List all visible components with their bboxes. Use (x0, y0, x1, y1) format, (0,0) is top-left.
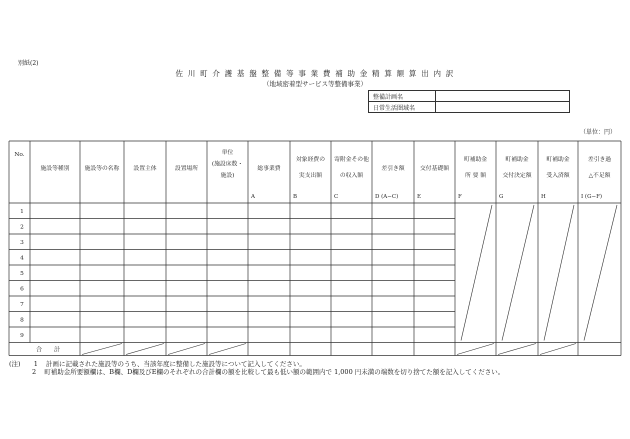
column-header: 町補助金 (546, 157, 570, 163)
plan-name-label: 整備計画名 (369, 91, 436, 102)
column-header: 町補助金 (463, 157, 488, 163)
table-body (20, 209, 60, 354)
column-letter: H (541, 194, 546, 200)
column-header: 受入済額 (546, 173, 570, 179)
diagonal-strike (502, 205, 534, 341)
column-header: 施設等種別 (40, 166, 70, 172)
row-number: 9 (20, 332, 24, 339)
column-header: 町補助金 (505, 157, 529, 163)
note-item (9, 368, 504, 376)
note-number: 2 (32, 368, 37, 376)
diagonal-strike (82, 344, 122, 355)
column-header: 差引き額 (381, 166, 405, 172)
column-header: (施設床数・ (211, 161, 244, 168)
column-header: の収入額 (339, 173, 364, 179)
row-number: 4 (20, 255, 24, 262)
row-number: 6 (20, 286, 24, 293)
row-number: 5 (20, 270, 24, 277)
column-header: 寄附金その他 (334, 157, 369, 163)
column-header: 施設) (220, 173, 235, 179)
area-name-label: 日常生活圏域名 (369, 102, 436, 113)
diagonal-strike (498, 344, 536, 355)
document-subtitle: （地域密着型サービス等整備事業） (263, 80, 367, 88)
diagonal-strike (584, 205, 617, 341)
note-prefix: (注) (9, 360, 21, 368)
column-letter: I (G−F) (581, 194, 603, 200)
unit-note: （単位：円） (579, 129, 616, 136)
column-letter: G (499, 194, 504, 200)
row-number: 1 (20, 208, 24, 215)
column-header: 所 要 額 (464, 173, 487, 179)
diagonal-strike (544, 205, 574, 341)
diagonal-strikes (82, 205, 617, 355)
column-header: 設置場所 (174, 166, 199, 172)
diagonal-strike (209, 344, 246, 355)
column-letter: C (334, 194, 339, 200)
table-header (14, 148, 611, 200)
row-number: 2 (20, 224, 24, 231)
document-title: 佐 川 町 介 護 基 盤 整 備 等 事 業 費 補 助 金 精 算 額 算 出 内 訳 (175, 69, 455, 78)
column-letter: E (417, 194, 422, 200)
row-number: 8 (20, 317, 24, 324)
column-letter: F (458, 194, 462, 200)
column-header: 実支出額 (298, 173, 323, 179)
column-header: 交付決定額 (502, 173, 532, 179)
column-letter: D (A−C) (375, 194, 399, 200)
row-number: 3 (20, 239, 24, 246)
note-item (9, 360, 504, 368)
column-header: 設置主体 (133, 166, 157, 172)
column-header: No. (14, 152, 25, 158)
column-header: 差引き過 (587, 157, 612, 163)
column-header: 総事業費 (257, 166, 281, 172)
notes (9, 360, 504, 376)
column-header: 交付基礎額 (420, 166, 449, 172)
diagonal-strike (540, 344, 576, 355)
diagonal-strike (461, 205, 492, 341)
note-number: 1 (33, 360, 38, 368)
total-label: 合 計 (35, 346, 61, 354)
note-text: 計画に記載された施設等のうち、当該年度に整備した施設等について記入してください。 (46, 360, 306, 368)
column-header: 施設等の名称 (84, 166, 120, 172)
column-header: △不足額 (588, 173, 611, 179)
diagonal-strike (457, 344, 494, 355)
column-letter: B (293, 194, 298, 200)
column-letter: A (251, 194, 255, 200)
diagonal-strike (168, 344, 205, 355)
column-header: 単位 (221, 150, 234, 156)
note-text: 町補助金所要額欄は、B欄、D欄及びE欄のそれぞれの合計欄の額を比較して最も低い額の範囲内で 1,000 円未満の端数を切り捨てた額を記入してください。 (44, 368, 505, 376)
form-id: 別紙(2) (18, 60, 39, 67)
row-number: 7 (20, 301, 24, 308)
diagonal-strike (126, 344, 164, 355)
column-header: 対象経費の (296, 157, 325, 163)
